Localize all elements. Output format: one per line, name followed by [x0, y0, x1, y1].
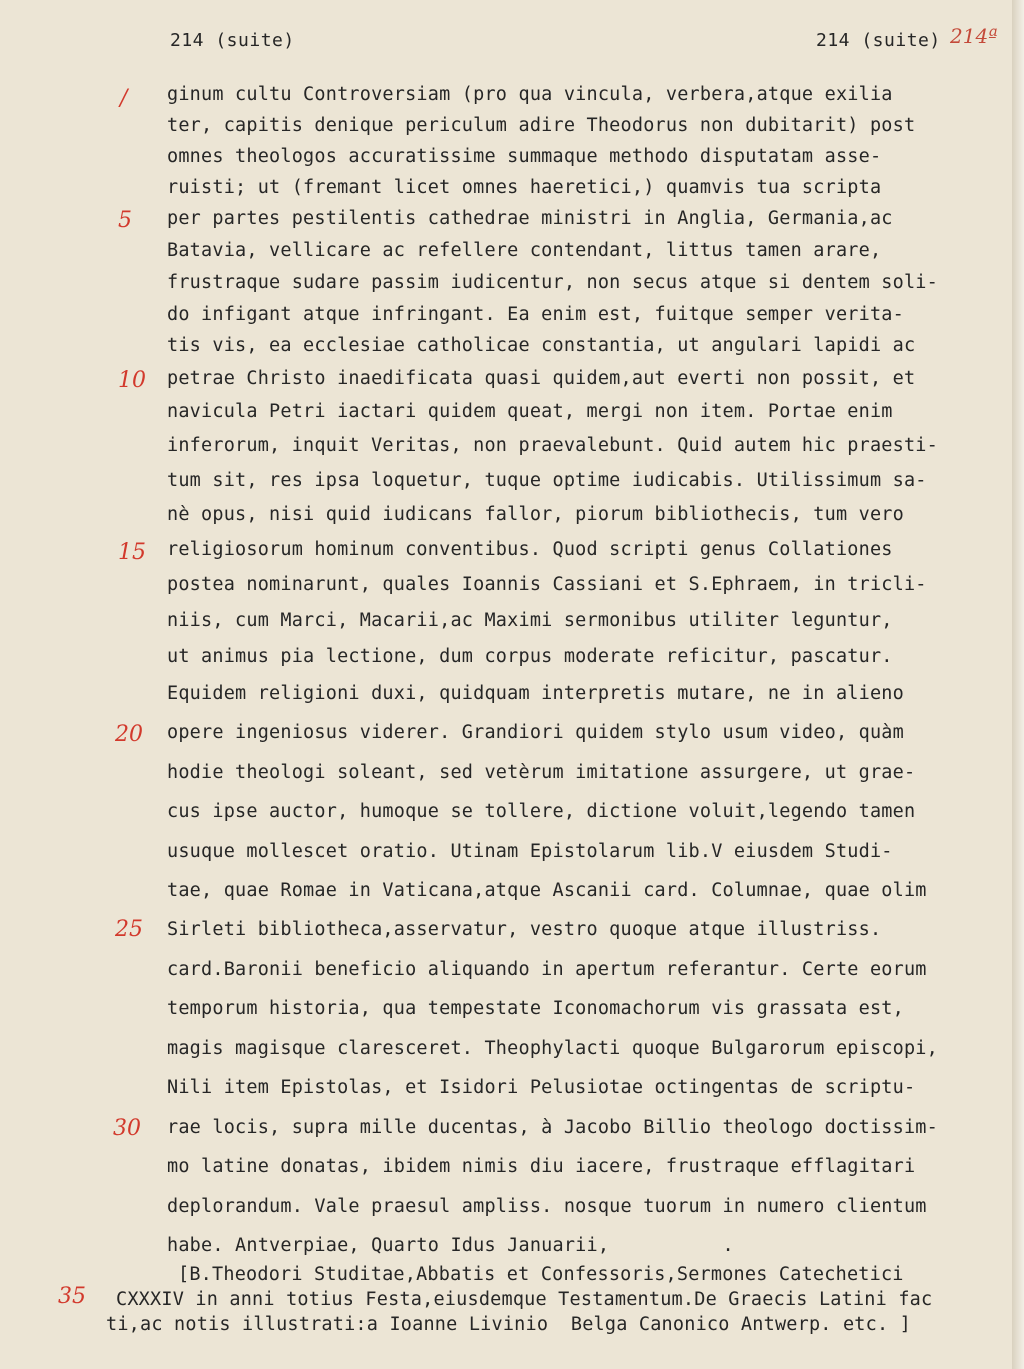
- text-line: tae, quae Romae in Vaticana,atque Ascanii card. Columnae, quae olim: [167, 880, 927, 901]
- text-line: usuque mollescet oratio. Utinam Epistolarum lib.V eiusdem Studi-: [167, 841, 893, 862]
- text-line: Equidem religioni duxi, quidquam interpretis mutare, ne in alieno: [167, 683, 904, 704]
- line-marker-10: 10: [118, 368, 146, 393]
- text-line: Nili item Epistolas, et Isidori Pelusiotae octingentas de scriptu-: [167, 1077, 916, 1098]
- text-line: Sirleti bibliotheca,asservatur, vestro quoque atque illustriss.: [167, 919, 882, 940]
- text-line: omnes theologos accuratissime summaque methodo disputatam asse-: [167, 146, 882, 167]
- text-line: niis, cum Marci, Macarii,ac Maximi sermonibus utiliter leguntur,: [167, 610, 893, 631]
- text-line: ut animus pia lectione, dum corpus moderate reficitur, pascatur.: [167, 646, 893, 667]
- bibliographic-note-line: [B.Theodori Studitae,Abbatis et Confessoris,Sermones Catechetici: [178, 1264, 904, 1285]
- line-marker-1: /: [120, 86, 128, 111]
- text-line: do infigant atque infringant. Ea enim est, fuitque semper verita-: [167, 304, 904, 325]
- page-number-left: 214 (suite): [170, 30, 295, 51]
- line-marker-5: 5: [118, 208, 132, 233]
- text-line: hodie theologi soleant, sed vetèrum imitatione assurgere, ut grae-: [167, 762, 916, 783]
- text-line: opere ingeniosus viderer. Grandiori quidem stylo usum video, quàm: [167, 722, 904, 743]
- text-line: magis magisque claresceret. Theophylacti quoque Bulgarorum episcopi,: [167, 1038, 938, 1059]
- text-line: petrae Christo inaedificata quasi quidem,aut everti non possit, et: [167, 368, 916, 389]
- line-marker-35: 35: [58, 1284, 86, 1309]
- text-line: temporum historia, qua tempestate Iconomachorum vis grassata est,: [167, 998, 904, 1019]
- text-line: navicula Petri iactari quidem queat, mergi non item. Portae enim: [167, 401, 893, 422]
- text-line: frustraque sudare passim iudicentur, non secus atque si dentem soli-: [167, 272, 938, 293]
- text-line: inferorum, inquit Veritas, non praevalebunt. Quid autem hic praesti-: [167, 435, 938, 456]
- line-marker-25: 25: [115, 917, 143, 942]
- text-line: habe. Antverpiae, Quarto Idus Januarii, .: [167, 1235, 734, 1256]
- text-line: mo latine donatas, ibidem nimis diu iacere, frustraque efflagitari: [167, 1156, 916, 1177]
- line-marker-20: 20: [115, 722, 143, 747]
- text-line: deplorandum. Vale praesul ampliss. nosque tuorum in numero clientum: [167, 1196, 927, 1217]
- text-line: ruisti; ut (fremant licet omnes haeretici,) quamvis tua scripta: [167, 177, 882, 198]
- text-line: religiosorum hominum conventibus. Quod scripti genus Collationes: [167, 539, 893, 560]
- page-number-right: 214 (suite): [816, 30, 941, 51]
- bibliographic-note-line: ti,ac notis illustrati:a Ioanne Livinio Belga Canonico Antwerp. etc. ]: [106, 1314, 911, 1335]
- text-line: tis vis, ea ecclesiae catholicae constantia, ut angulari lapidi ac: [167, 335, 916, 356]
- text-line: ter, capitis denique periculum adire Theodorus non dubitarit) post: [167, 115, 916, 136]
- text-line: card.Baronii beneficio aliquando in apertum referantur. Certe eorum: [167, 959, 927, 980]
- text-line: cus ipse auctor, humoque se tollere, dictione voluit,legendo tamen: [167, 801, 916, 822]
- text-line: nè opus, nisi quid iudicans fallor, piorum bibliothecis, tum vero: [167, 504, 904, 525]
- text-line: rae locis, supra mille ducentas, à Jacobo Billio theologo doctissim-: [167, 1117, 938, 1138]
- line-marker-30: 30: [113, 1116, 141, 1141]
- text-line: tum sit, res ipsa loquetur, tuque optime iudicabis. Utilissimum sa-: [167, 470, 927, 491]
- text-line: Batavia, vellicare ac refellere contendant, littus tamen arare,: [167, 240, 882, 261]
- bibliographic-note-line: CXXXIV in anni totius Festa,eiusdemque Testamentum.De Graecis Latini fac: [116, 1289, 933, 1310]
- line-marker-15: 15: [118, 540, 146, 565]
- handwritten-page-number: 214ª: [950, 24, 998, 48]
- page-edge: [1012, 0, 1024, 1369]
- text-line: postea nominarunt, quales Ioannis Cassiani et S.Ephraem, in tricli-: [167, 574, 927, 595]
- text-line: ginum cultu Controversiam (pro qua vincula, verbera,atque exilia: [167, 84, 893, 105]
- text-line: per partes pestilentis cathedrae ministri in Anglia, Germania,ac: [167, 208, 893, 229]
